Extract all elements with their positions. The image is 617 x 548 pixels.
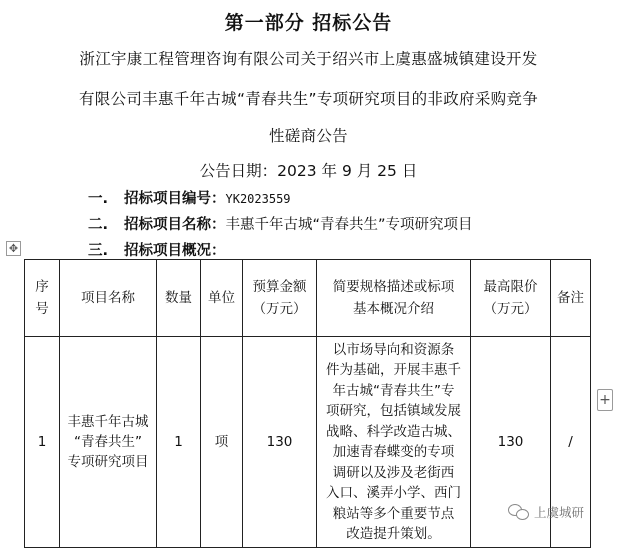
item-number: 三. [88,243,109,259]
watermark [508,503,584,521]
cell-limit: 130 [471,337,551,548]
project-name-item [88,213,473,234]
header-text: 序 [35,279,49,295]
wechat-icon [508,504,530,520]
cell-description [317,337,471,548]
cell-text: “青春共生” [74,434,142,450]
cell-text: 改造提升策划。 [346,526,441,542]
announcement-date: 公告日期：2023 年 9 月 25 日 [199,162,418,180]
table-row [25,337,591,548]
cell-text: 加速青春蝶变的专项 [332,444,455,460]
header-cell-desc [317,260,471,337]
cell-note: / [551,337,591,548]
cell-text: 项研究，包括镇域发展 [326,403,461,419]
cell-text: 粮站等多个重要节点 [332,505,455,522]
cell-text: 专项研究项目 [67,454,149,470]
item-label: 招标项目概况： [124,243,226,259]
header-cell-name: 项目名称 [60,260,157,337]
watermark-text: 上虞城研 [534,505,585,520]
header-text: （万元） [252,301,307,317]
item-value: 丰惠千年古城“青春共生”专项研究项目 [225,217,473,233]
cell-text: 丰惠千年古城 [67,414,149,430]
cell-text: 入口、溪弄小学、西门 [326,485,461,501]
header-text: 预算金额 [252,279,307,295]
item-number: 一. [88,191,109,207]
project-overview-item [88,239,226,260]
header-cell-budget [243,260,317,337]
table-move-handle-icon[interactable]: ✥ [6,241,21,256]
cell-project-name [60,337,157,548]
cell-qty: 1 [157,337,201,548]
cell-unit: 项 [201,337,243,548]
header-cell-unit: 单位 [201,260,243,337]
project-number-item [88,187,291,208]
announcement-title-line-3: 性磋商公告 [268,127,348,145]
item-value: YK2023559 [225,192,291,206]
section-title: 第一部分 招标公告 [224,12,393,34]
header-cell-limit [471,260,551,337]
header-text: 基本概况介绍 [353,301,434,317]
item-label: 招标项目名称： [124,217,226,233]
cell-text: 年古城“青春共生”专 [332,382,455,399]
item-label: 招标项目编号： [124,191,226,207]
header-text: 最高限价 [483,279,538,295]
announcement-title-line-2: 有限公司丰惠千年古城“青春共生”专项研究项目的非政府采购竞争 [78,90,539,108]
project-overview-table [24,259,591,548]
cell-text: 件为基础，开展丰惠千 [326,362,461,378]
header-text: 简要规格描述或标项 [332,279,455,295]
announcement-title-line-1: 浙江宇康工程管理咨询有限公司关于绍兴市上虞惠盛城镇建设开发 [79,50,538,68]
item-number: 二. [88,217,109,233]
header-cell-note: 备注 [551,260,591,337]
header-text: 号 [35,301,49,317]
cell-text: 战略、科学改造古城、 [326,423,461,440]
cell-text: 调研以及涉及老街西 [332,464,455,481]
header-cell-qty: 数量 [157,260,201,337]
table-header-row [25,260,591,337]
cell-no: 1 [25,337,60,548]
cell-text: 以市场导向和资源条 [332,341,455,358]
header-text: （万元） [483,301,538,317]
header-cell-no [25,260,60,337]
cell-budget: 130 [243,337,317,548]
add-column-button[interactable]: + [597,389,613,411]
